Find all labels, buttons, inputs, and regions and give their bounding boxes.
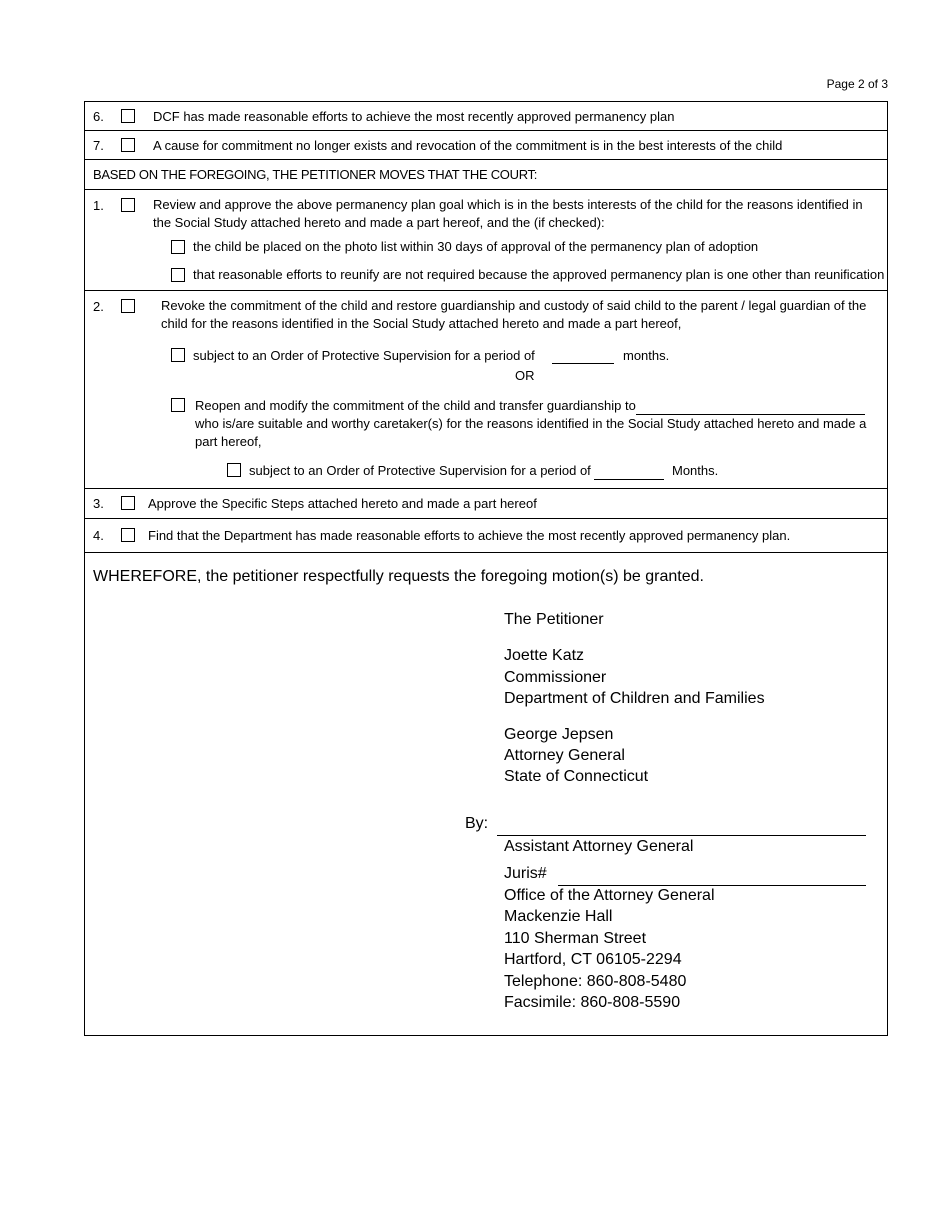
- protective-supervision-2-text: subject to an Order of Protective Supervision for a period of: [249, 463, 591, 478]
- juris-number-field[interactable]: [558, 869, 866, 886]
- motion-4-checkbox[interactable]: [121, 528, 135, 542]
- motion-3-row: [85, 489, 887, 519]
- months-label-2: Months.: [672, 463, 719, 478]
- motion-1-row: [85, 190, 887, 291]
- protective-supervision-text: subject to an Order of Protective Supervision for a period of: [193, 348, 535, 363]
- item-6-row: [85, 102, 887, 131]
- signature-line[interactable]: [497, 817, 866, 836]
- office-building: Mackenzie Hall: [504, 908, 613, 925]
- page-number: Page 2 of 3: [826, 77, 888, 91]
- motion-3-checkbox[interactable]: [121, 496, 135, 510]
- state-name: State of Connecticut: [504, 768, 649, 785]
- petitioner-label: The Petitioner: [504, 611, 604, 628]
- months-blank-field-2[interactable]: [594, 467, 664, 480]
- photo-list-text: the child be placed on the photo list within 30 days of approval of the permanency plan of adoption: [193, 239, 759, 254]
- photo-list-checkbox[interactable]: [171, 240, 185, 254]
- department-name: Department of Children and Families: [504, 690, 765, 707]
- motion-1-text: Review and approve the above permanency plan goal which is in the bests interests of the child for the reasons identified in the Social Study attached hereto and made a part hereof, and the (if checked):: [153, 197, 863, 230]
- office-street: 110 Sherman Street: [504, 930, 647, 947]
- motion-1-checkbox[interactable]: [121, 198, 135, 212]
- reopen-modify-continuation: who is/are suitable and worthy caretaker(s) for the reasons identified in the Social Study attached hereto and made a part hereof,: [195, 416, 867, 449]
- office-name: Office of the Attorney General: [504, 887, 715, 904]
- item-number: 6.: [93, 109, 104, 124]
- signature-section: [85, 553, 887, 1035]
- office-telephone: Telephone: 860-808-5480: [504, 973, 687, 990]
- item-6-checkbox[interactable]: [121, 109, 135, 123]
- months-label: months.: [623, 348, 670, 363]
- months-blank-field[interactable]: [552, 351, 614, 364]
- motion-2-checkbox[interactable]: [121, 299, 135, 313]
- commissioner-title: Commissioner: [504, 669, 607, 686]
- juris-label: Juris#: [504, 865, 547, 882]
- attorney-general-name: George Jepsen: [504, 726, 614, 743]
- attorney-general-title: Attorney General: [504, 747, 625, 764]
- reopen-modify-text: Reopen and modify the commitment of the child and transfer guardianship to: [195, 398, 636, 413]
- motion-4-text: Find that the Department has made reasonable efforts to achieve the most recently approved permanency plan.: [148, 528, 791, 543]
- protective-supervision-checkbox[interactable]: [171, 348, 185, 362]
- item-number: 3.: [93, 496, 104, 511]
- reopen-modify-checkbox[interactable]: [171, 398, 185, 412]
- reunify-not-required-text: that reasonable efforts to reunify are not required because the approved permanency plan is one other than reunification: [193, 267, 885, 282]
- item-7-text: A cause for commitment no longer exists and revocation of the commitment is in the best interests of the child: [153, 138, 783, 153]
- moves-header: BASED ON THE FOREGOING, THE PETITIONER MOVES THAT THE COURT:: [93, 167, 538, 182]
- motion-4-row: [85, 519, 887, 553]
- wherefore-statement: WHEREFORE, the petitioner respectfully requests the foregoing motion(s) be granted.: [93, 568, 704, 585]
- item-number: 4.: [93, 528, 104, 543]
- assistant-ag-label: Assistant Attorney General: [504, 838, 694, 855]
- or-label: OR: [515, 368, 535, 383]
- motion-2-text: Revoke the commitment of the child and restore guardianship and custody of said child to the parent / legal guardian of the child for the reasons identified in the Social Study attached hereto and made a part hereof,: [161, 298, 867, 331]
- item-7-checkbox[interactable]: [121, 138, 135, 152]
- item-7-row: [85, 131, 887, 160]
- office-facsimile: Facsimile: 860-808-5590: [504, 994, 681, 1011]
- item-number: 2.: [93, 299, 104, 314]
- commissioner-name: Joette Katz: [504, 647, 585, 664]
- moves-header-row: [85, 160, 887, 190]
- office-city: Hartford, CT 06105-2294: [504, 951, 682, 968]
- reunify-not-required-checkbox[interactable]: [171, 268, 185, 282]
- motion-form: [84, 101, 888, 1036]
- item-number: 1.: [93, 198, 104, 213]
- motion-2-row: [85, 291, 887, 489]
- item-number: 7.: [93, 138, 104, 153]
- item-6-text: DCF has made reasonable efforts to achieve the most recently approved permanency plan: [153, 109, 675, 124]
- motion-3-text: Approve the Specific Steps attached hereto and made a part hereof: [148, 496, 537, 511]
- guardian-name-field[interactable]: [636, 401, 865, 415]
- by-label: By:: [465, 815, 489, 832]
- protective-supervision-2-checkbox[interactable]: [227, 463, 241, 477]
